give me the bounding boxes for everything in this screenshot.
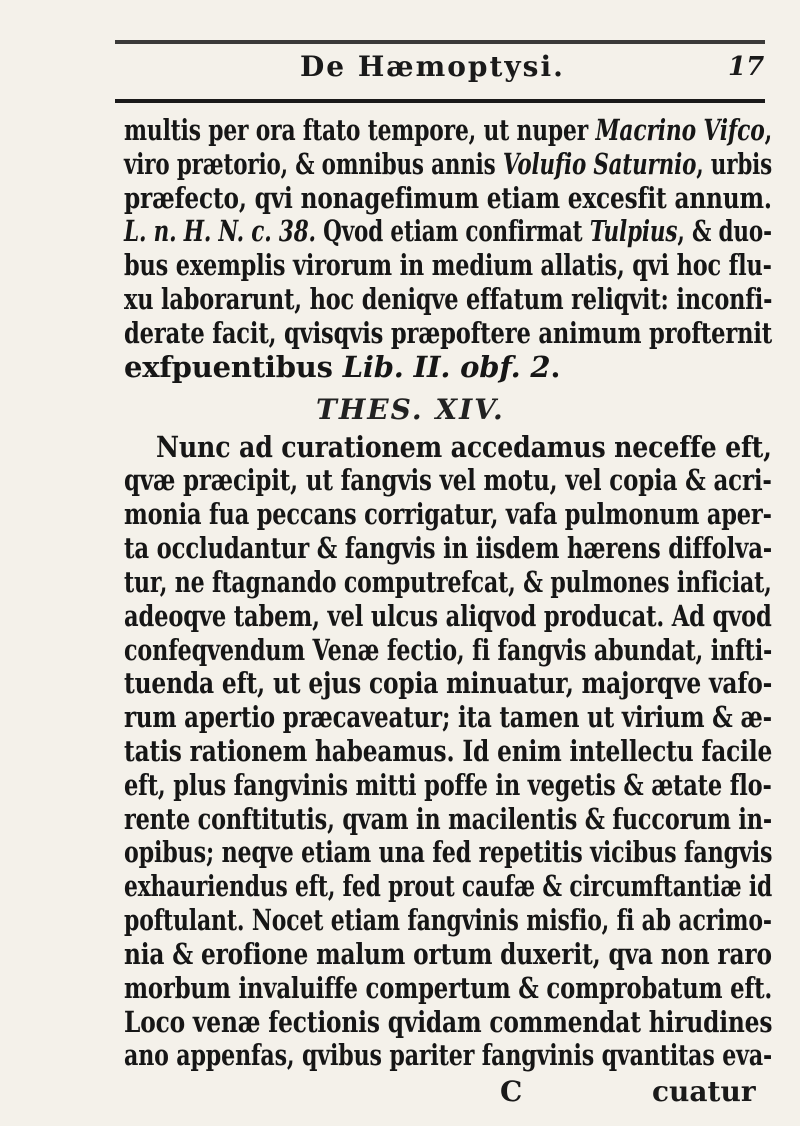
text-line: ano appenfas, qvibus pariter fangvinis qvantitas eva-: [124, 1038, 773, 1072]
text-line: [124, 113, 773, 147]
text-line: tatis rationem habeamus. Id enim intellectu facile: [124, 734, 773, 768]
text-line: rum apertio præcaveatur; ita tamen ut virium & æ-: [124, 700, 772, 734]
text-span: præfecto, qvi nonagefimum etiam excesfit annum.: [124, 181, 772, 215]
header-rule: [115, 99, 765, 103]
text-line: poftulant. Nocet etiam fangvinis misfio, fi ab acrimo-: [124, 903, 772, 937]
text-span: exfpuentibus: [124, 350, 343, 384]
text-line: [124, 248, 772, 282]
text-line: opibus; neqve etiam una fed repetitis vicibus fangvis: [124, 835, 773, 869]
text-span: Qvod etiam confirmat: [315, 214, 590, 248]
text-line: nia & erofione malum ortum duxerit, qva non raro: [124, 937, 772, 971]
text-line: ta occludantur & fangvis in iisdem hærens diffolva-: [124, 531, 773, 565]
catchword: cuatur: [652, 1075, 756, 1108]
text-line: monia fua peccans corrigatur, vafa pulmonum aper-: [124, 497, 772, 531]
top-ornament-rule: [115, 40, 765, 44]
text-line: [124, 316, 773, 350]
page-number: 17: [728, 52, 765, 82]
text-span: viro prætorio, & omnibus annis: [124, 147, 503, 181]
text-span: , urbis: [696, 147, 773, 181]
text-line: [124, 147, 773, 181]
citation: Lib. II. obf. 2: [342, 350, 551, 384]
text-line: [124, 282, 773, 316]
text-line: rente conftitutis, qvam in macilentis & fuccorum in-: [124, 802, 772, 836]
running-head: De Hæmoptysi.: [300, 50, 565, 83]
text-line: Nunc ad curationem accedamus neceffe eft,: [156, 430, 772, 464]
text-line: tuenda eft, ut ejus copia minuatur, majorqve vafo-: [124, 666, 773, 700]
text-line: [124, 350, 561, 384]
text-line: [124, 181, 772, 215]
text-line: confeqvendum Venæ fectio, fi fangvis abundat, infti-: [124, 633, 773, 667]
person-name: Volufio Saturnio: [502, 147, 697, 181]
text-span: xu laborarunt, hoc deniqve effatum reliqvit: inconfi-: [124, 282, 773, 316]
text-line: tur, ne ftagnando computrefcat, & pulmones inficiat,: [124, 565, 772, 599]
text-span: multis per ora ftato tempore, ut nuper: [124, 113, 596, 147]
text-span: .: [550, 350, 561, 384]
text-span: derate facit, qvisqvis præpoftere animum profternit: [124, 316, 773, 350]
text-span: ,: [764, 113, 773, 147]
text-line: [124, 214, 772, 248]
person-name: Tulpius: [589, 214, 678, 248]
text-line: eft, plus fangvinis mitti poffe in vegetis & ætate flo-: [124, 768, 772, 802]
text-line: exhauriendus eft, fed prout caufæ & circumftantiæ id: [124, 869, 773, 903]
citation: L. n. H. N. c. 38.: [124, 214, 316, 248]
text-line: Loco venæ fectionis qvidam commendat hirudines: [124, 1005, 773, 1039]
person-name: Macrino Vifco: [595, 113, 765, 147]
text-span: , & duo-: [677, 214, 772, 248]
section-heading: THES. XIV.: [316, 393, 505, 426]
text-span: bus exemplis virorum in medium allatis, qvi hoc flu-: [124, 248, 772, 282]
text-line: adeoqve tabem, vel ulcus aliqvod producat. Ad qvod: [124, 599, 772, 633]
text-line: qvæ præcipit, ut fangvis vel motu, vel copia & acri-: [124, 463, 772, 497]
text-line: morbum invaluiffe compertum & comprobatum eft.: [124, 971, 773, 1005]
signature-mark: C: [500, 1075, 523, 1108]
